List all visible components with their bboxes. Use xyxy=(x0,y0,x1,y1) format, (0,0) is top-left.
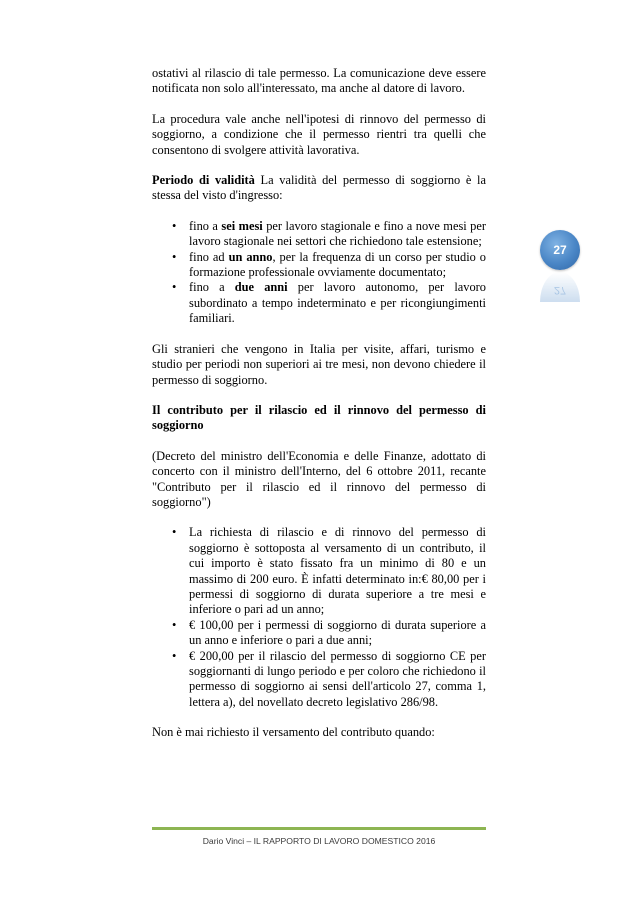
bullet-icon: • xyxy=(172,280,177,295)
bullet-icon: • xyxy=(172,617,177,632)
page-number: 27 xyxy=(553,243,567,257)
list-item-text: fino a xyxy=(189,280,235,295)
bullet-icon: • xyxy=(172,249,177,264)
list-item-text: € 100,00 per i permessi di soggiorno di durata superiore a un anno e inferiore o pari a due anni; xyxy=(189,617,486,648)
page-number-badge-reflection xyxy=(540,272,580,302)
validity-list xyxy=(152,219,486,327)
paragraph-procedura: La procedura vale anche nell'ipotesi di rinnovo del permesso di soggiorno, a condizione che il permesso rientri tra quelli che consentono di svolgere attività lavorativa. xyxy=(152,111,486,157)
bullet-icon: • xyxy=(172,525,177,540)
list-item xyxy=(152,280,486,326)
list-item-text: fino a xyxy=(189,218,222,233)
paragraph-stranieri: Gli stranieri che vengono in Italia per visite, affari, turismo e studio per periodi non superiori ai tre mesi, non devono chiedere il permesso di soggiorno. xyxy=(152,341,486,387)
list-item-bold: sei mesi xyxy=(221,218,263,233)
footer-text: Dario Vinci – IL RAPPORTO DI LAVORO DOMESTICO 2016 xyxy=(202,836,436,846)
list-item xyxy=(152,649,486,711)
periodo-validita-text: La validità del permesso di soggiorno è la stessa del visto d'ingresso: xyxy=(152,173,486,203)
document-body xyxy=(152,66,486,756)
list-item xyxy=(152,525,486,617)
list-item xyxy=(152,618,486,649)
page-number-reflection: 27 xyxy=(553,284,567,296)
list-item-text: , per la frequenza di un corso per studio o formazione professionale ovviamente documentato; xyxy=(189,249,486,280)
paragraph-non-richiesto: Non è mai richiesto il versamento del contributo quando: xyxy=(152,725,435,740)
bullet-icon: • xyxy=(172,648,177,663)
list-item-text: La richiesta di rilascio e di rinnovo del permesso di soggiorno è sottoposta al versamento di un contributo, il cui importo è stato fissato fra un minimo di 80 e un massimo di 200 euro. È infatti determinato in:€ 80,00 per i permessi di soggiorno di durata superiore a tre mesi e inferiore o pari ad un anno; xyxy=(189,525,486,617)
list-item-text: per lavoro autonomo, per lavoro subordinato a tempo indeterminato e per ricongiungimenti familiari. xyxy=(189,280,486,326)
list-item-text: fino ad xyxy=(189,249,229,264)
paragraph-periodo-validita xyxy=(152,173,486,204)
paragraph-ostativi: ostativi al rilascio di tale permesso. La comunicazione deve essere notificata non solo all'interessato, ma anche al datore di lavoro. xyxy=(152,66,486,96)
list-item xyxy=(152,250,486,281)
contribution-list xyxy=(152,525,486,710)
list-item-text: per lavoro stagionale e fino a nove mesi per lavoro stagionale nei settori che richiedono tale estensione; xyxy=(189,218,487,249)
list-item xyxy=(152,219,486,250)
footer-rule xyxy=(152,827,486,830)
section-heading-contributo: Il contributo per il rilascio ed il rinnovo del permesso di soggiorno xyxy=(152,402,486,433)
periodo-validita-heading: Periodo di validità xyxy=(152,173,255,188)
list-item-bold: un anno xyxy=(228,249,273,264)
page-number-badge xyxy=(540,230,580,270)
paragraph-decreto: (Decreto del ministro dell'Economia e delle Finanze, adottato di concerto con il ministro dell'Interno, del 6 ottobre 2011, recante "Contributo per il rilascio ed il rinnovo del permesso di soggiorno") xyxy=(152,448,486,509)
bullet-icon: • xyxy=(172,218,177,233)
list-item-text: € 200,00 per il rilascio del permesso di soggiorno CE per soggiornanti di lungo periodo e per coloro che richiedono il permesso di soggiorno ai sensi dell'articolo 27, comma 1, lettera a), del novellato decreto legislativo 286/98. xyxy=(189,648,486,709)
list-item-bold: due anni xyxy=(234,280,288,295)
